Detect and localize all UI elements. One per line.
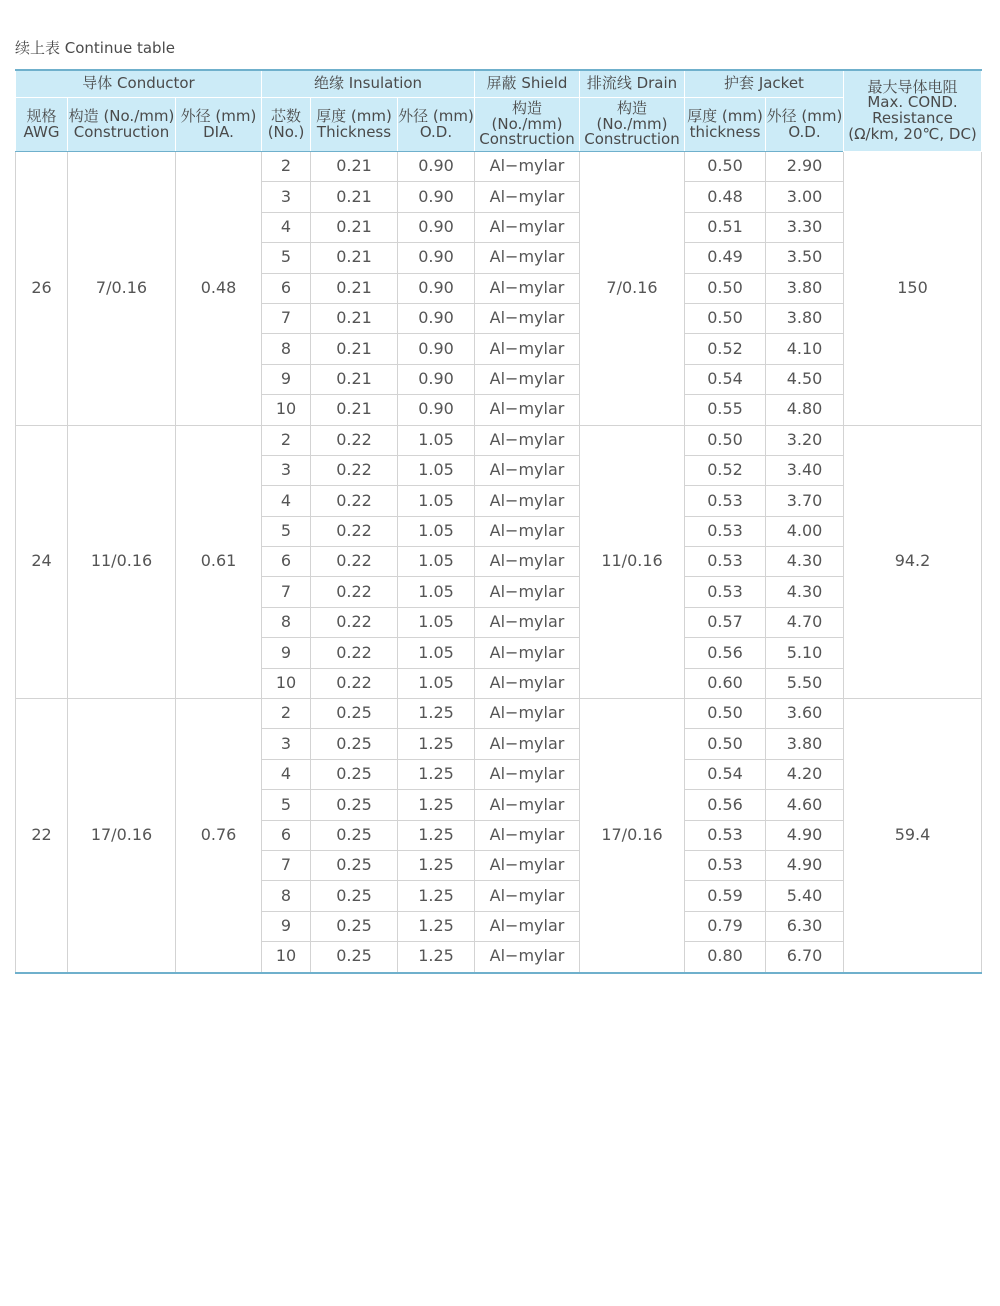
insulation-thickness-cell: 0.21 bbox=[311, 303, 398, 333]
shield-cell: Al−mylar bbox=[475, 759, 580, 789]
insulation-od-cell: 1.05 bbox=[398, 668, 475, 698]
jacket-thickness-cell: 0.50 bbox=[685, 303, 766, 333]
col-drain-construction bbox=[580, 98, 685, 152]
cores-cell: 9 bbox=[262, 364, 311, 394]
cores-cell: 6 bbox=[262, 820, 311, 850]
jacket-od-cell: 3.80 bbox=[766, 273, 844, 303]
insulation-thickness-cell: 0.25 bbox=[311, 850, 398, 880]
shield-cell: Al−mylar bbox=[475, 942, 580, 973]
jacket-od-cell: 5.10 bbox=[766, 638, 844, 668]
jacket-thickness-cell: 0.50 bbox=[685, 152, 766, 182]
shield-cell: Al−mylar bbox=[475, 516, 580, 546]
cores-cell: 10 bbox=[262, 395, 311, 425]
shield-cell: Al−mylar bbox=[475, 425, 580, 455]
table-row bbox=[16, 425, 982, 455]
insulation-thickness-cell: 0.22 bbox=[311, 577, 398, 607]
header-shield: 屏蔽 Shield bbox=[475, 70, 580, 98]
insulation-thickness-cell: 0.25 bbox=[311, 729, 398, 759]
cores-cell: 4 bbox=[262, 212, 311, 242]
jacket-thickness-cell: 0.56 bbox=[685, 790, 766, 820]
jacket-thickness-cell: 0.50 bbox=[685, 699, 766, 729]
jacket-thickness-cell: 0.56 bbox=[685, 638, 766, 668]
jacket-od-cell: 3.80 bbox=[766, 303, 844, 333]
jacket-thickness-cell: 0.53 bbox=[685, 820, 766, 850]
jacket-thickness-cell: 0.52 bbox=[685, 334, 766, 364]
col-drain-construction-en: Construction bbox=[584, 130, 680, 149]
col-cond-dia bbox=[176, 98, 262, 152]
cores-cell: 3 bbox=[262, 182, 311, 212]
jacket-od-cell: 3.20 bbox=[766, 425, 844, 455]
resistance-cell: 59.4 bbox=[844, 699, 982, 973]
col-jacket-thickness bbox=[685, 98, 766, 152]
insulation-thickness-cell: 0.21 bbox=[311, 182, 398, 212]
drain-construction-cell: 7/0.16 bbox=[580, 152, 685, 426]
drain-construction-cell: 17/0.16 bbox=[580, 699, 685, 973]
jacket-thickness-cell: 0.53 bbox=[685, 516, 766, 546]
insulation-od-cell: 0.90 bbox=[398, 182, 475, 212]
header-resistance-cn: 最大导体电阻 bbox=[867, 77, 958, 96]
jacket-thickness-cell: 0.54 bbox=[685, 364, 766, 394]
jacket-od-cell: 4.50 bbox=[766, 364, 844, 394]
jacket-od-cell: 4.70 bbox=[766, 607, 844, 637]
jacket-thickness-cell: 0.53 bbox=[685, 577, 766, 607]
cores-cell: 6 bbox=[262, 547, 311, 577]
cores-cell: 9 bbox=[262, 911, 311, 941]
jacket-thickness-cell: 0.51 bbox=[685, 212, 766, 242]
cores-cell: 7 bbox=[262, 303, 311, 333]
col-ins-thickness bbox=[311, 98, 398, 152]
cores-cell: 2 bbox=[262, 699, 311, 729]
col-cond-construction bbox=[68, 98, 176, 152]
cores-cell: 10 bbox=[262, 668, 311, 698]
jacket-od-cell: 2.90 bbox=[766, 152, 844, 182]
resistance-cell: 94.2 bbox=[844, 425, 982, 699]
shield-cell: Al−mylar bbox=[475, 668, 580, 698]
jacket-od-cell: 3.70 bbox=[766, 486, 844, 516]
jacket-thickness-cell: 0.48 bbox=[685, 182, 766, 212]
insulation-od-cell: 1.25 bbox=[398, 759, 475, 789]
shield-cell: Al−mylar bbox=[475, 212, 580, 242]
jacket-od-cell: 4.30 bbox=[766, 577, 844, 607]
header-jacket: 护套 Jacket bbox=[685, 70, 844, 98]
insulation-od-cell: 1.05 bbox=[398, 638, 475, 668]
conductor-construction-cell: 7/0.16 bbox=[68, 152, 176, 426]
jacket-od-cell: 4.00 bbox=[766, 516, 844, 546]
insulation-thickness-cell: 0.21 bbox=[311, 273, 398, 303]
col-ins-thickness-en: Thickness bbox=[316, 122, 392, 141]
insulation-od-cell: 1.25 bbox=[398, 699, 475, 729]
cores-cell: 7 bbox=[262, 577, 311, 607]
cores-cell: 3 bbox=[262, 729, 311, 759]
shield-cell: Al−mylar bbox=[475, 547, 580, 577]
insulation-od-cell: 0.90 bbox=[398, 243, 475, 273]
conductor-construction-cell: 17/0.16 bbox=[68, 699, 176, 973]
cores-cell: 8 bbox=[262, 881, 311, 911]
header-resistance bbox=[844, 70, 982, 152]
insulation-od-cell: 0.90 bbox=[398, 395, 475, 425]
header-resistance-en1: Max. COND. bbox=[867, 93, 958, 112]
jacket-thickness-cell: 0.59 bbox=[685, 881, 766, 911]
cores-cell: 5 bbox=[262, 243, 311, 273]
col-cores bbox=[262, 98, 311, 152]
shield-cell: Al−mylar bbox=[475, 850, 580, 880]
insulation-od-cell: 0.90 bbox=[398, 334, 475, 364]
shield-cell: Al−mylar bbox=[475, 334, 580, 364]
cores-cell: 4 bbox=[262, 486, 311, 516]
insulation-od-cell: 1.25 bbox=[398, 729, 475, 759]
jacket-thickness-cell: 0.53 bbox=[685, 547, 766, 577]
insulation-thickness-cell: 0.22 bbox=[311, 547, 398, 577]
jacket-od-cell: 3.40 bbox=[766, 455, 844, 485]
shield-cell: Al−mylar bbox=[475, 243, 580, 273]
header-conductor: 导体 Conductor bbox=[16, 70, 262, 98]
col-cond-construction-cn: 构造 (No./mm) bbox=[68, 106, 175, 125]
table-body bbox=[16, 152, 982, 973]
insulation-thickness-cell: 0.21 bbox=[311, 152, 398, 182]
table-header bbox=[16, 70, 982, 152]
table-row bbox=[16, 152, 982, 182]
shield-cell: Al−mylar bbox=[475, 911, 580, 941]
insulation-od-cell: 1.05 bbox=[398, 455, 475, 485]
shield-cell: Al−mylar bbox=[475, 486, 580, 516]
header-drain: 排流线 Drain bbox=[580, 70, 685, 98]
cores-cell: 8 bbox=[262, 607, 311, 637]
col-shield-construction-cn: 构造 (No./mm) bbox=[491, 98, 563, 133]
shield-cell: Al−mylar bbox=[475, 455, 580, 485]
shield-cell: Al−mylar bbox=[475, 395, 580, 425]
jacket-thickness-cell: 0.50 bbox=[685, 729, 766, 759]
jacket-thickness-cell: 0.50 bbox=[685, 273, 766, 303]
col-awg-cn: 规格 bbox=[26, 106, 57, 125]
insulation-thickness-cell: 0.22 bbox=[311, 516, 398, 546]
jacket-od-cell: 4.90 bbox=[766, 820, 844, 850]
table-row bbox=[16, 699, 982, 729]
cores-cell: 7 bbox=[262, 850, 311, 880]
insulation-od-cell: 1.05 bbox=[398, 547, 475, 577]
cores-cell: 5 bbox=[262, 790, 311, 820]
insulation-thickness-cell: 0.25 bbox=[311, 881, 398, 911]
conductor-dia-cell: 0.76 bbox=[176, 699, 262, 973]
jacket-thickness-cell: 0.54 bbox=[685, 759, 766, 789]
col-awg-en: AWG bbox=[23, 122, 60, 141]
insulation-od-cell: 1.25 bbox=[398, 820, 475, 850]
conductor-dia-cell: 0.48 bbox=[176, 152, 262, 426]
jacket-od-cell: 4.10 bbox=[766, 334, 844, 364]
jacket-thickness-cell: 0.57 bbox=[685, 607, 766, 637]
jacket-thickness-cell: 0.55 bbox=[685, 395, 766, 425]
jacket-od-cell: 4.90 bbox=[766, 850, 844, 880]
insulation-thickness-cell: 0.25 bbox=[311, 942, 398, 973]
col-cond-dia-cn: 外径 (mm) bbox=[180, 106, 257, 125]
shield-cell: Al−mylar bbox=[475, 638, 580, 668]
table-caption: 续上表 Continue table bbox=[15, 39, 175, 57]
cores-cell: 5 bbox=[262, 516, 311, 546]
insulation-od-cell: 1.05 bbox=[398, 607, 475, 637]
cores-cell: 9 bbox=[262, 638, 311, 668]
shield-cell: Al−mylar bbox=[475, 152, 580, 182]
cores-cell: 6 bbox=[262, 273, 311, 303]
insulation-thickness-cell: 0.25 bbox=[311, 699, 398, 729]
cores-cell: 4 bbox=[262, 759, 311, 789]
jacket-thickness-cell: 0.79 bbox=[685, 911, 766, 941]
jacket-od-cell: 5.40 bbox=[766, 881, 844, 911]
insulation-thickness-cell: 0.21 bbox=[311, 212, 398, 242]
conductor-dia-cell: 0.61 bbox=[176, 425, 262, 699]
insulation-thickness-cell: 0.21 bbox=[311, 364, 398, 394]
col-shield-construction bbox=[475, 98, 580, 152]
jacket-od-cell: 6.30 bbox=[766, 911, 844, 941]
insulation-thickness-cell: 0.21 bbox=[311, 334, 398, 364]
col-ins-od-cn: 外径 (mm) bbox=[398, 106, 474, 125]
insulation-od-cell: 1.05 bbox=[398, 577, 475, 607]
cores-cell: 2 bbox=[262, 152, 311, 182]
jacket-thickness-cell: 0.52 bbox=[685, 455, 766, 485]
shield-cell: Al−mylar bbox=[475, 577, 580, 607]
resistance-cell: 150 bbox=[844, 152, 982, 426]
jacket-od-cell: 4.30 bbox=[766, 547, 844, 577]
col-cond-dia-en: DIA. bbox=[203, 122, 234, 141]
shield-cell: Al−mylar bbox=[475, 273, 580, 303]
jacket-thickness-cell: 0.80 bbox=[685, 942, 766, 973]
jacket-thickness-cell: 0.53 bbox=[685, 486, 766, 516]
cores-cell: 3 bbox=[262, 455, 311, 485]
shield-cell: Al−mylar bbox=[475, 364, 580, 394]
cores-cell: 10 bbox=[262, 942, 311, 973]
shield-cell: Al−mylar bbox=[475, 182, 580, 212]
drain-construction-cell: 11/0.16 bbox=[580, 425, 685, 699]
jacket-od-cell: 4.20 bbox=[766, 759, 844, 789]
insulation-od-cell: 1.05 bbox=[398, 516, 475, 546]
insulation-thickness-cell: 0.22 bbox=[311, 486, 398, 516]
shield-cell: Al−mylar bbox=[475, 303, 580, 333]
insulation-od-cell: 1.05 bbox=[398, 486, 475, 516]
col-awg bbox=[16, 98, 68, 152]
jacket-od-cell: 6.70 bbox=[766, 942, 844, 973]
jacket-od-cell: 3.00 bbox=[766, 182, 844, 212]
col-jacket-od-en: O.D. bbox=[788, 122, 821, 141]
jacket-od-cell: 3.60 bbox=[766, 699, 844, 729]
insulation-thickness-cell: 0.22 bbox=[311, 455, 398, 485]
col-ins-od-en: O.D. bbox=[419, 122, 453, 141]
insulation-thickness-cell: 0.25 bbox=[311, 759, 398, 789]
jacket-od-cell: 5.50 bbox=[766, 668, 844, 698]
cores-cell: 8 bbox=[262, 334, 311, 364]
insulation-thickness-cell: 0.22 bbox=[311, 425, 398, 455]
insulation-thickness-cell: 0.22 bbox=[311, 668, 398, 698]
jacket-od-cell: 4.60 bbox=[766, 790, 844, 820]
insulation-od-cell: 0.90 bbox=[398, 152, 475, 182]
col-ins-thickness-cn: 厚度 (mm) bbox=[316, 106, 392, 125]
jacket-od-cell: 3.50 bbox=[766, 243, 844, 273]
col-shield-construction-en: Construction bbox=[479, 130, 575, 149]
cable-spec-table bbox=[15, 69, 982, 974]
col-jacket-od bbox=[766, 98, 844, 152]
insulation-thickness-cell: 0.25 bbox=[311, 911, 398, 941]
jacket-thickness-cell: 0.49 bbox=[685, 243, 766, 273]
insulation-od-cell: 1.25 bbox=[398, 911, 475, 941]
jacket-thickness-cell: 0.60 bbox=[685, 668, 766, 698]
col-ins-od bbox=[398, 98, 475, 152]
insulation-od-cell: 0.90 bbox=[398, 212, 475, 242]
col-jacket-od-cn: 外径 (mm) bbox=[766, 106, 843, 125]
shield-cell: Al−mylar bbox=[475, 699, 580, 729]
shield-cell: Al−mylar bbox=[475, 820, 580, 850]
insulation-od-cell: 1.25 bbox=[398, 790, 475, 820]
jacket-thickness-cell: 0.50 bbox=[685, 425, 766, 455]
header-insulation: 绝缘 Insulation bbox=[262, 70, 475, 98]
col-jacket-thickness-en: thickness bbox=[689, 122, 761, 141]
insulation-od-cell: 1.05 bbox=[398, 425, 475, 455]
insulation-od-cell: 0.90 bbox=[398, 303, 475, 333]
conductor-construction-cell: 11/0.16 bbox=[68, 425, 176, 699]
col-drain-construction-cn: 构造 (No./mm) bbox=[596, 98, 668, 133]
jacket-od-cell: 4.80 bbox=[766, 395, 844, 425]
awg-cell: 22 bbox=[16, 699, 68, 973]
awg-cell: 24 bbox=[16, 425, 68, 699]
insulation-od-cell: 0.90 bbox=[398, 364, 475, 394]
awg-cell: 26 bbox=[16, 152, 68, 426]
header-resistance-en2: Resistance bbox=[872, 109, 953, 127]
shield-cell: Al−mylar bbox=[475, 790, 580, 820]
insulation-thickness-cell: 0.22 bbox=[311, 607, 398, 637]
insulation-od-cell: 1.25 bbox=[398, 942, 475, 973]
insulation-od-cell: 1.25 bbox=[398, 881, 475, 911]
jacket-od-cell: 3.80 bbox=[766, 729, 844, 759]
insulation-od-cell: 0.90 bbox=[398, 273, 475, 303]
insulation-thickness-cell: 0.22 bbox=[311, 638, 398, 668]
jacket-thickness-cell: 0.53 bbox=[685, 850, 766, 880]
insulation-thickness-cell: 0.25 bbox=[311, 820, 398, 850]
insulation-od-cell: 1.25 bbox=[398, 850, 475, 880]
header-column-row bbox=[16, 98, 982, 152]
shield-cell: Al−mylar bbox=[475, 607, 580, 637]
header-resistance-unit: (Ω/km, 20℃, DC) bbox=[848, 124, 977, 143]
header-group-row bbox=[16, 70, 982, 98]
col-cores-cn: 芯数 bbox=[270, 106, 301, 125]
col-cond-construction-en: Construction bbox=[73, 122, 170, 141]
jacket-od-cell: 3.30 bbox=[766, 212, 844, 242]
col-cores-en: (No.) bbox=[267, 122, 305, 141]
shield-cell: Al−mylar bbox=[475, 729, 580, 759]
insulation-thickness-cell: 0.25 bbox=[311, 790, 398, 820]
shield-cell: Al−mylar bbox=[475, 881, 580, 911]
col-jacket-thickness-cn: 厚度 (mm) bbox=[687, 106, 763, 125]
cores-cell: 2 bbox=[262, 425, 311, 455]
insulation-thickness-cell: 0.21 bbox=[311, 395, 398, 425]
insulation-thickness-cell: 0.21 bbox=[311, 243, 398, 273]
